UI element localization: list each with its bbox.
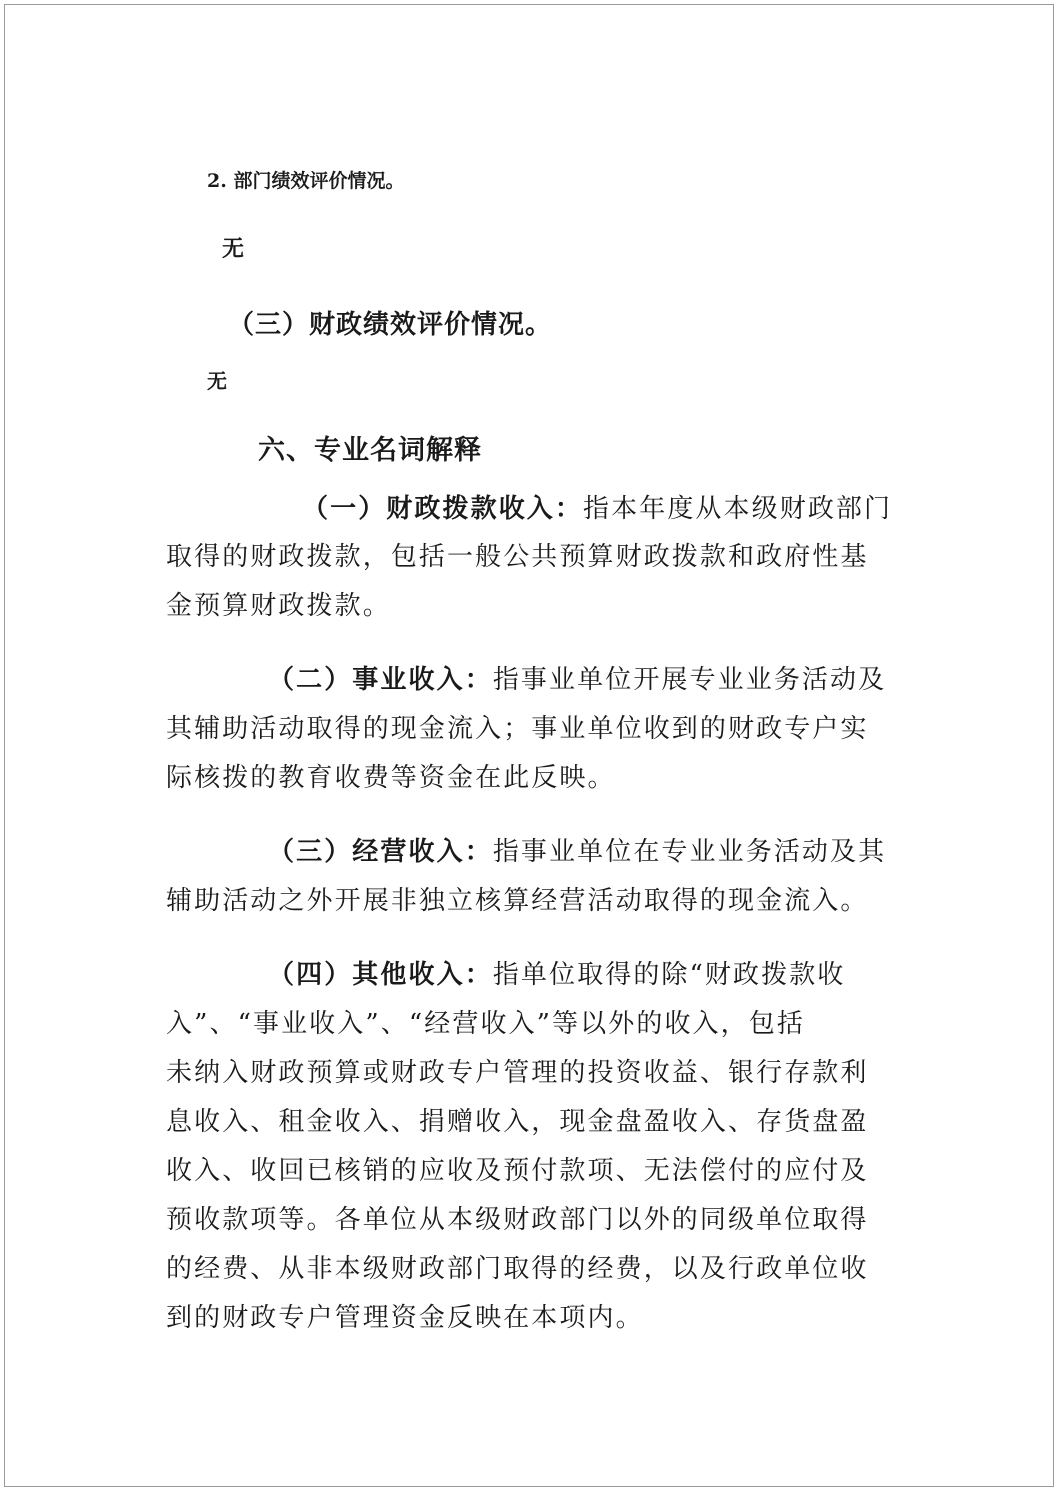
- definition-line: 其辅助活动取得的现金流入；事业单位收到的财政专户实: [166, 714, 869, 744]
- definition-text: 指事业单位开展专业业务活动及: [492, 665, 887, 695]
- definition-text: 指事业单位在专业业务活动及其: [492, 837, 887, 867]
- definition-text: 指本年度从本级财政部门: [583, 494, 893, 524]
- definition-line: 预收款项等。各单位从本级财政部门以外的同级单位取得: [166, 1205, 869, 1235]
- sub-heading-dept-performance: 2. 部门绩效评价情况。: [207, 170, 405, 192]
- definition-term: （一）财政拨款收入：: [302, 494, 584, 524]
- definition-line: 际核拨的教育收费等资金在此反映。: [166, 763, 616, 793]
- none-text: 无: [222, 236, 245, 262]
- definition-term: （四）其他收入：: [268, 960, 493, 990]
- definition-first-line: [268, 659, 886, 696]
- definition-line: 未纳入财政预算或财政专户管理的投资收益、银行存款利: [166, 1058, 869, 1088]
- definition-text: 指单位取得的除“财政拨款收: [492, 960, 846, 990]
- definition-line: 息收入、租金收入、捐赠收入，现金盘盈收入、存货盘盈: [166, 1107, 869, 1137]
- definition-line: 金预算财政拨款。: [166, 591, 391, 621]
- definition-term: （三）经营收入：: [268, 837, 493, 867]
- definition-line: 取得的财政拨款，包括一般公共预算财政拨款和政府性基: [166, 542, 869, 572]
- section-heading-fiscal-performance: （三）财政绩效评价情况。: [228, 310, 553, 340]
- definition-line: 的经费、从非本级财政部门取得的经费，以及行政单位收: [166, 1254, 869, 1284]
- definition-term: （二）事业收入：: [268, 665, 493, 695]
- definition-first-line: [302, 488, 892, 525]
- definition-line: 辅助活动之外开展非独立核算经营活动取得的现金流入。: [166, 886, 869, 916]
- definition-line: 到的财政专户管理资金反映在本项内。: [166, 1303, 644, 1333]
- definition-line: 收入、收回已核销的应收及预付款项、无法偿付的应付及: [166, 1156, 869, 1186]
- definition-line: 入”、“事业收入”、“经营收入”等以外的收入，包括: [166, 1009, 805, 1039]
- definition-first-line: [268, 831, 886, 868]
- none-text: 无: [207, 369, 227, 393]
- definition-first-line: [268, 954, 845, 991]
- chapter-heading-terminology: 六、专业名词解释: [258, 435, 482, 466]
